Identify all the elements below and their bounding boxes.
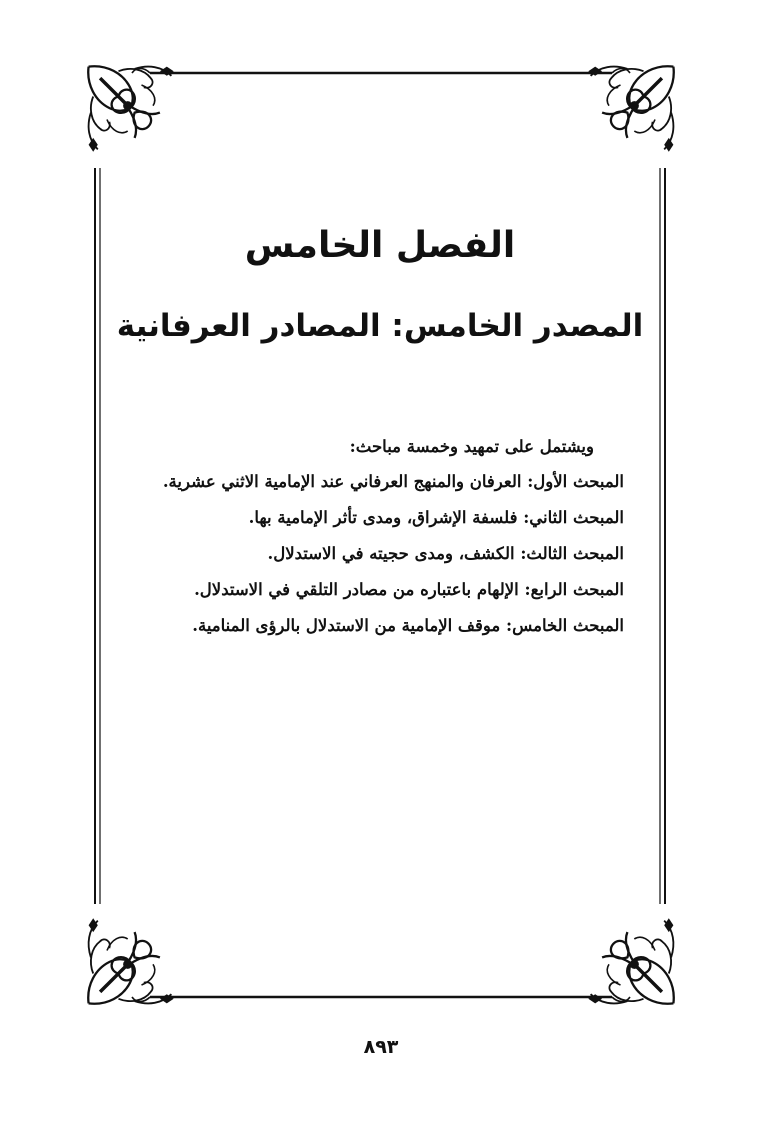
topic-label: المبحث الخامس: [506,616,624,635]
topic-label: المبحث الأول: [527,472,624,491]
topic-text: موقف الإمامية من الاستدلال بالرؤى المنامية. [192,616,501,635]
topics-list [100,464,624,644]
corner-ornament-icon [588,918,673,1003]
corner-ornament-icon [88,918,173,1003]
topic-item [100,536,624,572]
topic-label: المبحث الرابع: [524,580,624,599]
topic-item [100,464,624,500]
chapter-contents [100,430,624,644]
topic-item [100,500,624,536]
topic-text: الإلهام باعتباره من مصادر التلقي في الاستدلال. [194,580,519,599]
topic-text: العرفان والمنهج العرفاني عند الإمامية الاثني عشرية. [162,472,522,491]
chapter-title: الفصل الخامس [244,225,516,266]
topic-text: الكشف، ومدى حجيته في الاستدلال. [267,544,515,563]
topic-item [100,608,624,644]
contents-intro: ويشتمل على تمهيد وخمسة مباحث: [349,437,594,456]
topic-text: فلسفة الإشراق، ومدى تأثر الإمامية بها. [248,508,518,527]
section-title: المصدر الخامس: المصادر العرفانية [116,308,644,344]
topic-label: المبحث الثالث: [520,544,624,563]
corner-ornament-icon [588,66,673,151]
corner-ornament-icon [88,66,173,151]
page-number: ٨٩٣ [363,1036,399,1058]
topic-label: المبحث الثاني: [523,508,624,527]
topic-item [100,572,624,608]
